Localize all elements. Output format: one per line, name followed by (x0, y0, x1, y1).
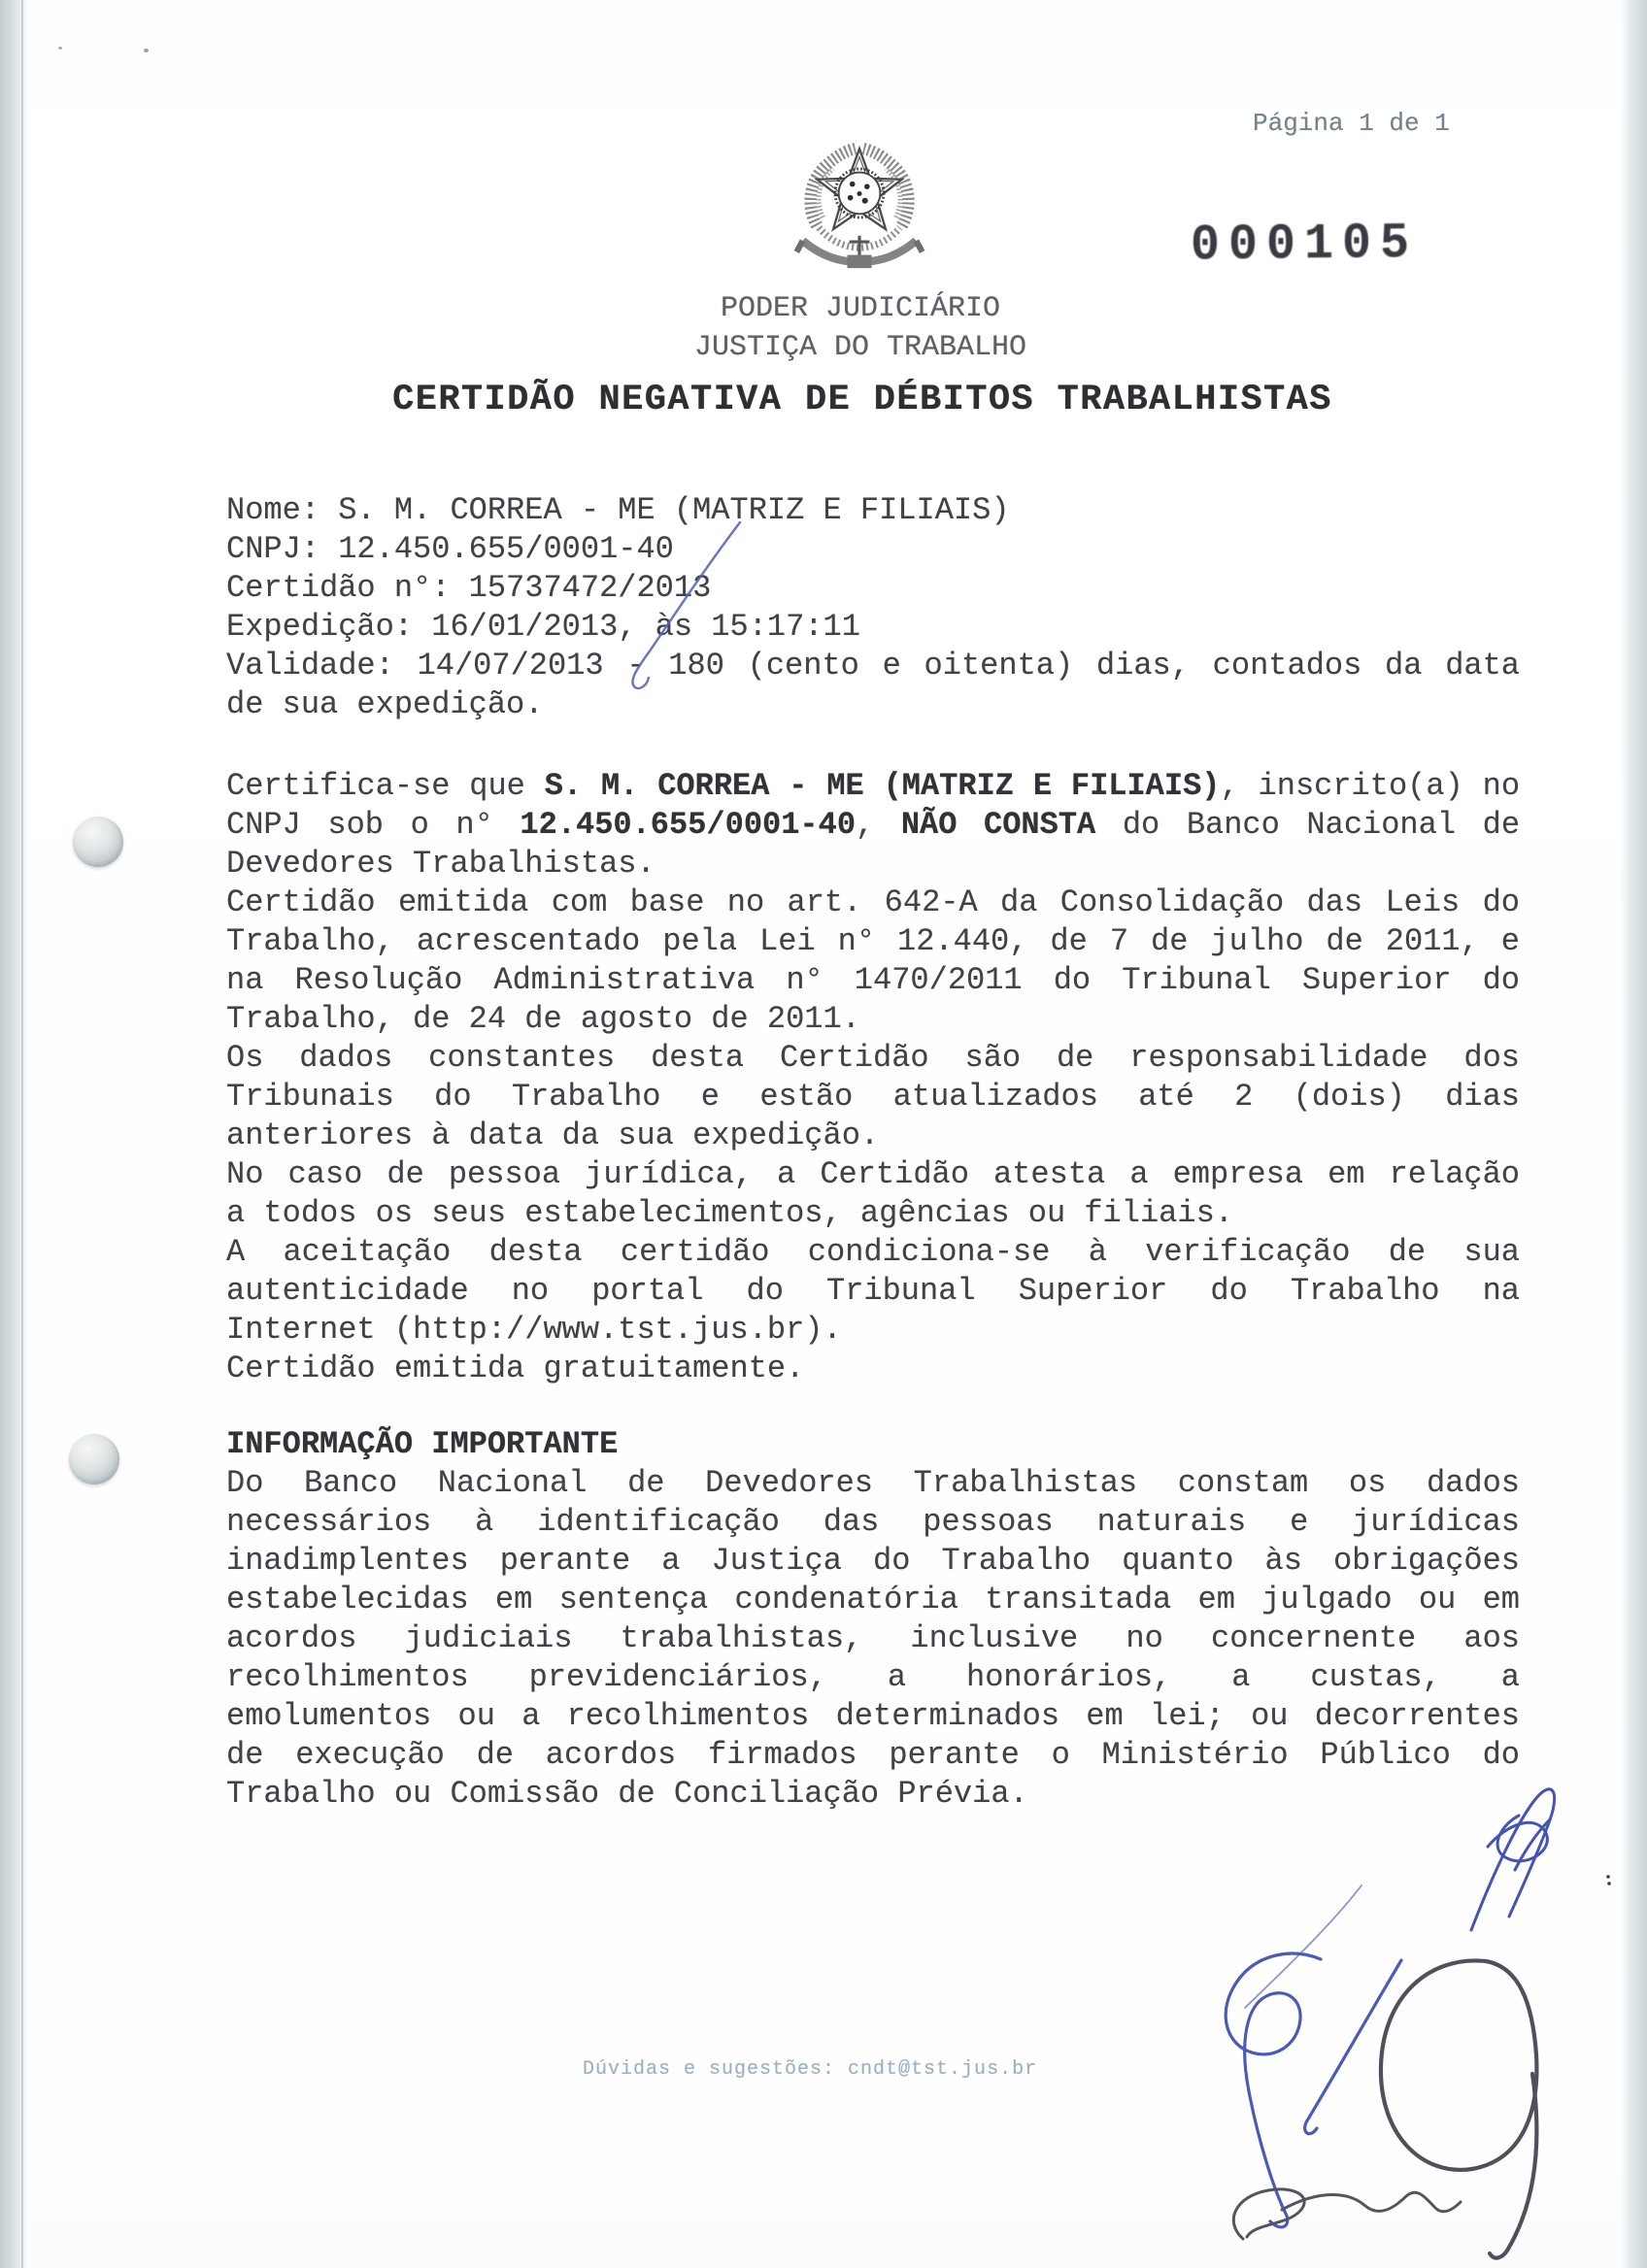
text-line: inadimplentes perante a Justiça do Trabalho quanto às obrigações (226, 1543, 1520, 1579)
text-line: Tribunais do Trabalho e estão atualizados até 2 (dois) dias (226, 1079, 1520, 1115)
body-p6: Certidão emitida gratuitamente. (226, 1351, 805, 1386)
p1-text: Certifica-se que (226, 768, 545, 804)
issuing-authority (37, 289, 1647, 367)
text-line: necessários à identificação das pessoas naturais e jurídicas (226, 1504, 1520, 1540)
text-line: Expedição: 16/01/2013, às 15:17:11 (226, 609, 860, 645)
stamped-control-number: 000105 (1190, 215, 1419, 276)
scan-speck (58, 47, 62, 50)
body-p3 (226, 1039, 1520, 1155)
pen-stroke-over-dates-icon (583, 505, 777, 699)
scan-speck (144, 49, 149, 52)
org-line-2: JUSTIÇA DO TRABALHO (693, 331, 1027, 364)
text-line: Os dados constantes desta Certidão são de responsabilidade dos (226, 1040, 1520, 1076)
text-line: a todos os seus estabelecimentos, agências ou filiais. (226, 1195, 1233, 1231)
text-line: Trabalho, de 24 de agosto de 2011. (226, 1001, 860, 1037)
p1-text: do Banco Nacional de (1095, 807, 1521, 843)
document-title: CERTIDÃO NEGATIVA DE DÉBITOS TRABALHISTAS (392, 380, 1332, 420)
body-p1-line2 (226, 806, 1520, 845)
brazil-coat-of-arms-icon (789, 128, 930, 284)
text-line: A aceitação desta certidão condiciona-se à verificação de sua (226, 1234, 1520, 1270)
text-line: emolumentos ou a recolhimentos determinados em lei; ou decorrentes (226, 1698, 1520, 1734)
text-line: Certidão n°: 15737472/2013 (226, 570, 712, 606)
footer-contact: Dúvidas e sugestões: cndt@tst.jus.br (583, 2058, 1038, 2081)
text-line: Internet (http://www.tst.jus.br). (226, 1312, 842, 1348)
binder-hole-shadow-icon (69, 1434, 119, 1484)
text-line: Validade: 14/07/2013 - 180 (cento e oitenta) dias, contados da data (226, 648, 1520, 684)
company-name-bold: S. M. CORREA - ME (MATRIZ E FILIAIS) (544, 768, 1221, 804)
p1-text: CNPJ sob o n° (226, 807, 521, 843)
text-line: recolhimentos previdenciários, a honorários, a custas, a (226, 1659, 1520, 1695)
body-p5 (226, 1233, 1520, 1350)
cnpj-bold: 12.450.655/0001-40 (520, 807, 857, 843)
text-line: de sua expedição. (226, 686, 544, 722)
text-line: Trabalho ou Comissão de Conciliação Prévia. (226, 1776, 1028, 1812)
handwritten-signature-icon (1185, 1753, 1641, 2268)
text-line: acordos judiciais trabalhistas, inclusive no concernente aos (226, 1620, 1520, 1656)
body-p2 (226, 884, 1520, 1039)
body-p1-line1 (226, 767, 1520, 806)
scan-edge-left (0, 0, 29, 2268)
p1-text: , inscrito(a) no (1220, 768, 1521, 804)
text-line: CNPJ: 12.450.655/0001-40 (226, 531, 674, 567)
text-line: Nome: S. M. CORREA - ME (MATRIZ E FILIAIS) (226, 492, 1010, 528)
binder-hole-shadow-icon (73, 817, 123, 867)
text-line: na Resolução Administrativa n° 1470/2011 do Tribunal Superior do (226, 962, 1520, 998)
certificate-fields (226, 491, 1520, 724)
body-p1-line3: Devedores Trabalhistas. (226, 846, 655, 882)
body-p4 (226, 1155, 1520, 1233)
text-line: de execução de acordos firmados perante o Ministério Público do (226, 1737, 1520, 1773)
text-line: Trabalho, acrescentado pela Lei n° 12.440, de 7 de julho de 2011, e (226, 923, 1520, 959)
certificate-body (226, 767, 1520, 1388)
text-line: No caso de pessoa jurídica, a Certidão atesta a empresa em relação (226, 1156, 1520, 1192)
important-info-heading: INFORMAÇÃO IMPORTANTE (226, 1426, 619, 1462)
page-number-label: Página 1 de 1 (1253, 109, 1450, 138)
org-line-1: PODER JUDICIÁRIO (720, 292, 1001, 325)
text-line: estabelecidas em sentença condenatória transitada em julgado ou em (226, 1582, 1520, 1618)
text-line: Certidão emitida com base no art. 642-A da Consolidação das Leis do (226, 884, 1520, 920)
nao-consta-bold: NÃO CONSTA (900, 807, 1096, 843)
text-line: anteriores à data da sua expedição. (226, 1117, 880, 1153)
text-line: autenticidade no portal do Tribunal Superior do Trabalho na (226, 1273, 1520, 1309)
p1-text: , (856, 807, 901, 843)
text-line: Do Banco Nacional de Devedores Trabalhistas constam os dados (226, 1465, 1520, 1501)
